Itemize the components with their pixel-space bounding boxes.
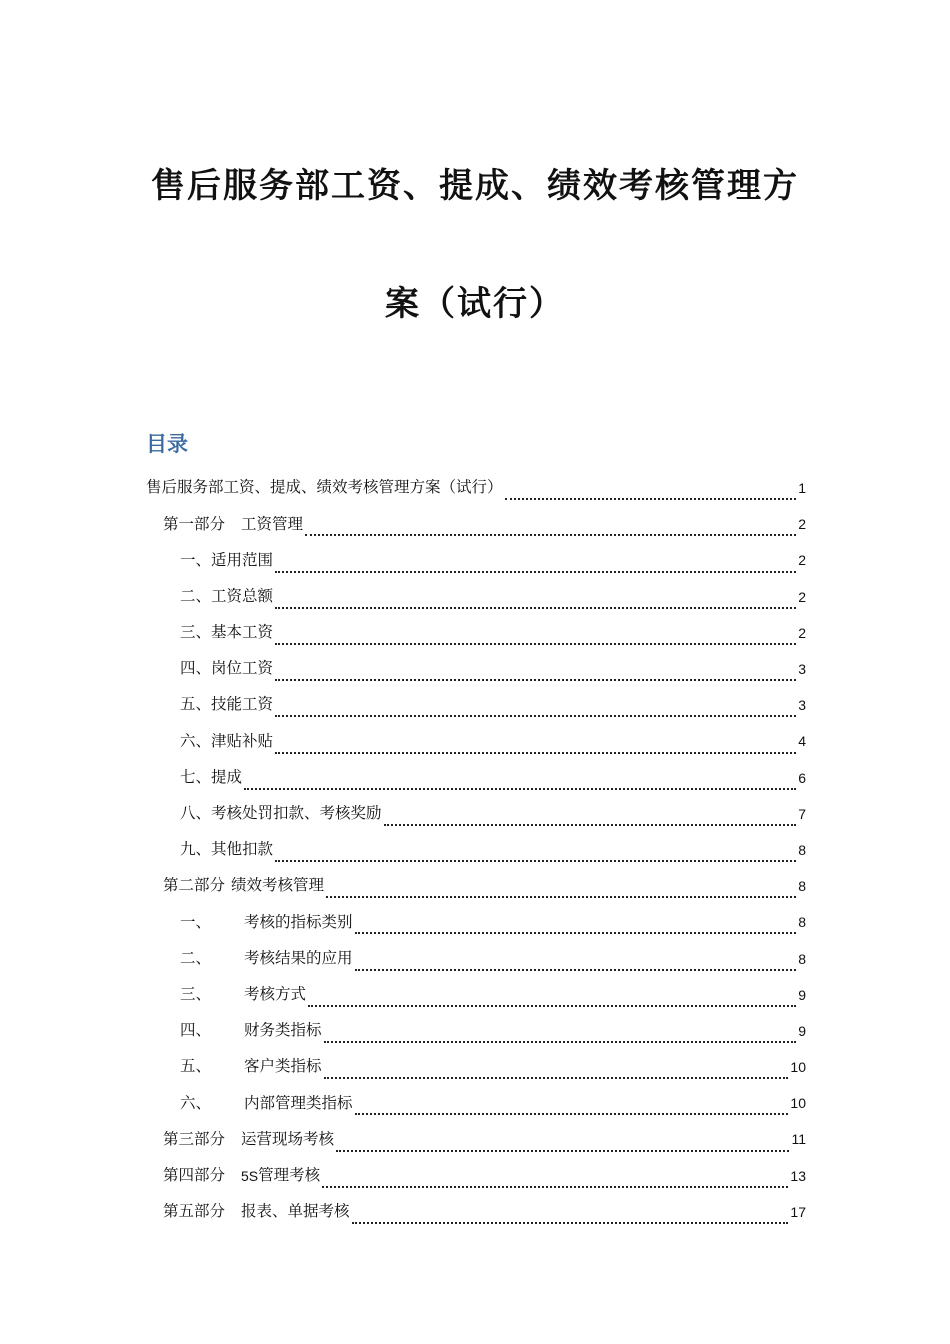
toc-dot-leader (275, 557, 796, 573)
toc-entry[interactable] (146, 651, 806, 687)
toc-dot-leader (336, 1136, 789, 1152)
toc-entry[interactable] (146, 542, 806, 578)
toc-entry-number: 二、 (180, 948, 212, 967)
toc-entry-title: 报表、单据考核 (241, 1202, 350, 1221)
toc-entry-title: 考核的指标类别 (244, 912, 353, 931)
toc-entry-title: 其他扣款 (211, 840, 274, 859)
toc-page-number: 6 (798, 769, 806, 786)
toc-page-number: 9 (798, 986, 806, 1003)
toc-entry[interactable] (146, 1194, 806, 1230)
toc-entry[interactable] (146, 470, 806, 506)
toc-dot-leader (384, 810, 797, 826)
toc-entry-number: 五、 (180, 1057, 212, 1076)
toc-page-number: 4 (798, 733, 806, 750)
toc-page-number: 2 (798, 552, 806, 569)
toc-entry-number: 六、 (180, 1093, 212, 1112)
toc-entry-title: 内部管理类指标 (244, 1093, 353, 1112)
toc-page-number: 8 (798, 878, 806, 895)
toc-page-number: 3 (798, 661, 806, 678)
toc-dot-leader (324, 1027, 797, 1043)
toc-entry-number: 六、 (180, 731, 212, 750)
toc-entry-number: 三、 (180, 623, 212, 642)
toc-entry-title: 考核结果的应用 (244, 948, 353, 967)
toc-entry-number: 九、 (180, 840, 212, 859)
toc-entry[interactable] (146, 832, 806, 868)
toc-entry[interactable] (146, 796, 806, 832)
toc-entry[interactable] (146, 506, 806, 542)
toc-entry-title: 考核方式 (244, 984, 307, 1003)
toc-entry-title: 工资总额 (211, 586, 274, 605)
toc-entry-title: 基本工资 (211, 623, 274, 642)
toc-page-number: 13 (790, 1167, 806, 1184)
toc-page-number: 8 (798, 914, 806, 931)
document-title-line-2: 案（试行） (385, 284, 565, 324)
toc-dot-leader (355, 1099, 789, 1115)
toc-dot-leader (308, 991, 796, 1007)
toc-entry[interactable] (146, 760, 806, 796)
toc-page-number: 2 (798, 624, 806, 641)
toc-page-number: 2 (798, 516, 806, 533)
toc-dot-leader (322, 1172, 788, 1188)
toc-heading: 目录 (146, 432, 188, 456)
toc-entry[interactable] (146, 1085, 806, 1121)
toc-dot-leader (352, 1208, 789, 1224)
toc-entry[interactable] (146, 723, 806, 759)
document-title-line-1: 售后服务部工资、提成、绩效考核管理方 (151, 166, 799, 206)
toc-entry[interactable] (146, 615, 806, 651)
toc-entry[interactable] (146, 904, 806, 940)
toc-entry-number: 七、 (180, 767, 212, 786)
toc-dot-leader (305, 520, 796, 536)
toc-entry[interactable] (146, 1049, 806, 1085)
toc-dot-leader (275, 738, 796, 754)
toc-entry-number: 第五部分 (163, 1202, 226, 1221)
toc-entry-number: 第二部分 (163, 876, 226, 895)
toc-entry-title: 技能工资 (211, 695, 274, 714)
toc-entry[interactable] (146, 868, 806, 904)
toc-page-number: 11 (791, 1131, 806, 1148)
toc-dot-leader (275, 701, 796, 717)
toc-entry-title: 售后服务部工资、提成、绩效考核管理方案（试行） (146, 478, 503, 497)
toc-entry-title: 津贴补贴 (211, 731, 274, 750)
toc-dot-leader (355, 955, 797, 971)
toc-entry-number: 一、 (180, 912, 212, 931)
toc-entry-title: 管理考核 (258, 1165, 321, 1184)
toc-entry-title: 岗位工资 (211, 659, 274, 678)
toc-entry-title: 适用范围 (211, 550, 274, 569)
toc-dot-leader (324, 1063, 789, 1079)
toc-dot-leader (275, 846, 796, 862)
toc-page-number: 9 (798, 1022, 806, 1039)
toc-entry[interactable] (146, 940, 806, 976)
toc-page-number: 7 (798, 805, 806, 822)
toc-entry[interactable] (146, 1013, 806, 1049)
toc-page-number: 2 (798, 588, 806, 605)
toc-entry-title: 绩效考核管理 (231, 876, 325, 895)
toc-entry[interactable] (146, 579, 806, 615)
toc-entry-title: 客户类指标 (244, 1057, 322, 1076)
table-of-contents (146, 470, 806, 1230)
toc-entry[interactable] (146, 1121, 806, 1157)
toc-entry[interactable] (146, 687, 806, 723)
toc-entry-title: 财务类指标 (244, 1021, 322, 1040)
toc-dot-leader (275, 629, 796, 645)
toc-dot-leader (244, 774, 796, 790)
toc-page-number: 10 (790, 1095, 806, 1112)
toc-page-number: 17 (790, 1203, 806, 1220)
toc-entry-number: 四、 (180, 659, 212, 678)
toc-entry-number: 四、 (180, 1021, 212, 1040)
toc-page-number: 1 (798, 480, 806, 497)
toc-entry-number: 第一部分 (163, 514, 226, 533)
toc-page-number: 8 (798, 841, 806, 858)
toc-page-number: 8 (798, 950, 806, 967)
toc-entry[interactable] (146, 1158, 806, 1194)
toc-entry-number: 三、 (180, 984, 212, 1003)
toc-entry-number: 第三部分 (163, 1129, 226, 1148)
toc-page-number: 10 (790, 1059, 806, 1076)
toc-entry-title: 考核处罚扣款、考核奖励 (211, 804, 382, 823)
toc-dot-leader (326, 882, 796, 898)
toc-dot-leader (505, 484, 797, 500)
toc-entry-number: 第四部分 (163, 1165, 226, 1184)
toc-entry[interactable] (146, 977, 806, 1013)
toc-entry-number: 二、 (180, 586, 212, 605)
toc-dot-leader (275, 665, 796, 681)
toc-dot-leader (275, 593, 796, 609)
toc-dot-leader (355, 918, 797, 934)
toc-entry-title-prefix: 5S (241, 1167, 259, 1184)
toc-entry-title: 工资管理 (241, 514, 304, 533)
toc-page-number: 3 (798, 697, 806, 714)
toc-entry-number: 一、 (180, 550, 212, 569)
toc-entry-number: 五、 (180, 695, 212, 714)
toc-entry-number: 八、 (180, 804, 212, 823)
toc-entry-title: 提成 (211, 767, 243, 786)
toc-entry-title: 运营现场考核 (241, 1129, 335, 1148)
